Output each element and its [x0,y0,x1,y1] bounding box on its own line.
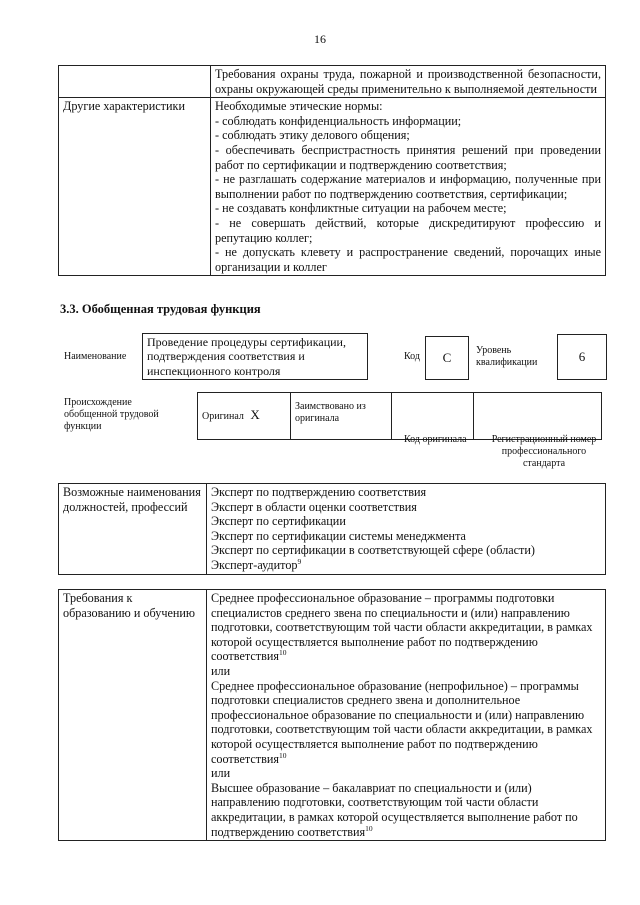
option-text: Среднее профессиональное образование (непрофильное) – программы подготовки специалистов среднего звена и дополнительное профессиональное образование по специальности и (или) направлению подготовки, соответствующим той части области аккредитации, в рамках которой осуществляется выполнение работ по подтверждению соответствия [211,678,593,766]
function-name-box: Проведение процедуры сертификации, подтверждения соответствия и инспекционного контроля [142,333,368,380]
education-option [211,591,601,664]
footnote-ref: 10 [278,648,287,658]
footnote-ref: 10 [365,823,373,833]
list-item: Эксперт по сертификации [211,514,346,529]
or-separator: или [211,663,231,678]
origin-table [197,392,602,440]
list-item: - не создавать конфликтные ситуации на рабочем месте; [215,201,507,216]
original-label: Оригинал [202,411,244,422]
ethics-list [211,98,606,276]
list-item: Эксперт в области оценки соответствия [211,499,417,514]
list-item: Эксперт по сертификации в соответствующей сфере (области) [211,543,535,558]
list-item [211,558,601,573]
borrowed-label: Заимствовано из оригинала [291,393,392,440]
original-mark: X [250,407,260,422]
table-row [59,590,606,841]
table-row [59,66,606,98]
list-item: - не совершать действий, которые дискредитируют профессию и репутацию коллег; [215,215,601,245]
code-value: C [425,336,469,380]
level-label: Уровень квалификации [476,345,538,368]
code-original-cell [392,393,474,440]
code-original-caption: Код оригинала [404,434,467,445]
list-item: - не допускать клевету и распространение сведений, порочащих иные организации и коллег [215,245,601,274]
origin-label: Происхождение обобщенной трудовой функции [64,397,159,432]
level-value: 6 [557,334,607,380]
safety-requirements-text: Требования охраны труда, пожарной и производственной безопасности, охраны окружающей среды применительно к выполняемой деятельности [211,66,606,98]
education-option [211,679,601,767]
position-name: Эксперт-аудитор [211,557,298,572]
list-item: Эксперт по подтверждению соответствия [211,485,427,499]
requirements-table [58,65,606,276]
row-label [59,66,211,98]
education-requirements [207,590,606,841]
code-label: Код [404,351,420,362]
option-text: Высшее образование – бакалавриат по специальности и (или) направлению подготовки, соответствующим той части области аккредитации, в рамках которой осуществляется выполнение работ по подтверждению соответствия [211,780,578,839]
list-item: - обеспечивать беспристрастность принятия решений при проведении работ по сертификации и подтверждению соответствия; [215,142,601,172]
list-item: - соблюдать конфиденциальность информации; [215,113,462,128]
ethics-heading: Необходимые этические нормы: [215,99,383,114]
positions-label: Возможные наименования должностей, профессий [59,484,207,575]
education-label: Требования к образованию и обучению [59,590,207,841]
reg-number-cell [474,393,602,440]
or-separator: или [211,766,231,781]
positions-list [207,484,606,575]
education-option [211,781,601,839]
footnote-ref: 9 [297,556,302,566]
other-characteristics-label: Другие характеристики [59,98,211,276]
page-number: 16 [314,32,326,46]
reg-number-caption: Регистрационный номер профессионального стандарта [491,434,597,469]
list-item: - соблюдать этику делового общения; [215,128,410,143]
table-row [198,393,602,440]
education-table [58,589,606,841]
list-item: Эксперт по сертификации системы менеджмента [211,528,466,543]
footnote-ref: 10 [278,750,287,760]
original-cell [198,393,291,440]
name-label: Наименование [64,351,127,362]
list-item: - не разглашать содержание материалов и информацию, полученные при выполнении работ по подтверждению соответствия, сертификации; [215,172,601,201]
option-text: Среднее профессиональное образование – программы подготовки специалистов среднего звена по специальности и (или) направлению подготовки, соответствующим той части области аккредитации, в рамках которой осуществляется выполнение работ по подтверждению соответствия [211,591,593,664]
section-title: 3.3. Обобщенная трудовая функция [60,302,261,316]
table-row [59,484,606,575]
positions-table [58,483,606,575]
table-row [59,98,606,276]
